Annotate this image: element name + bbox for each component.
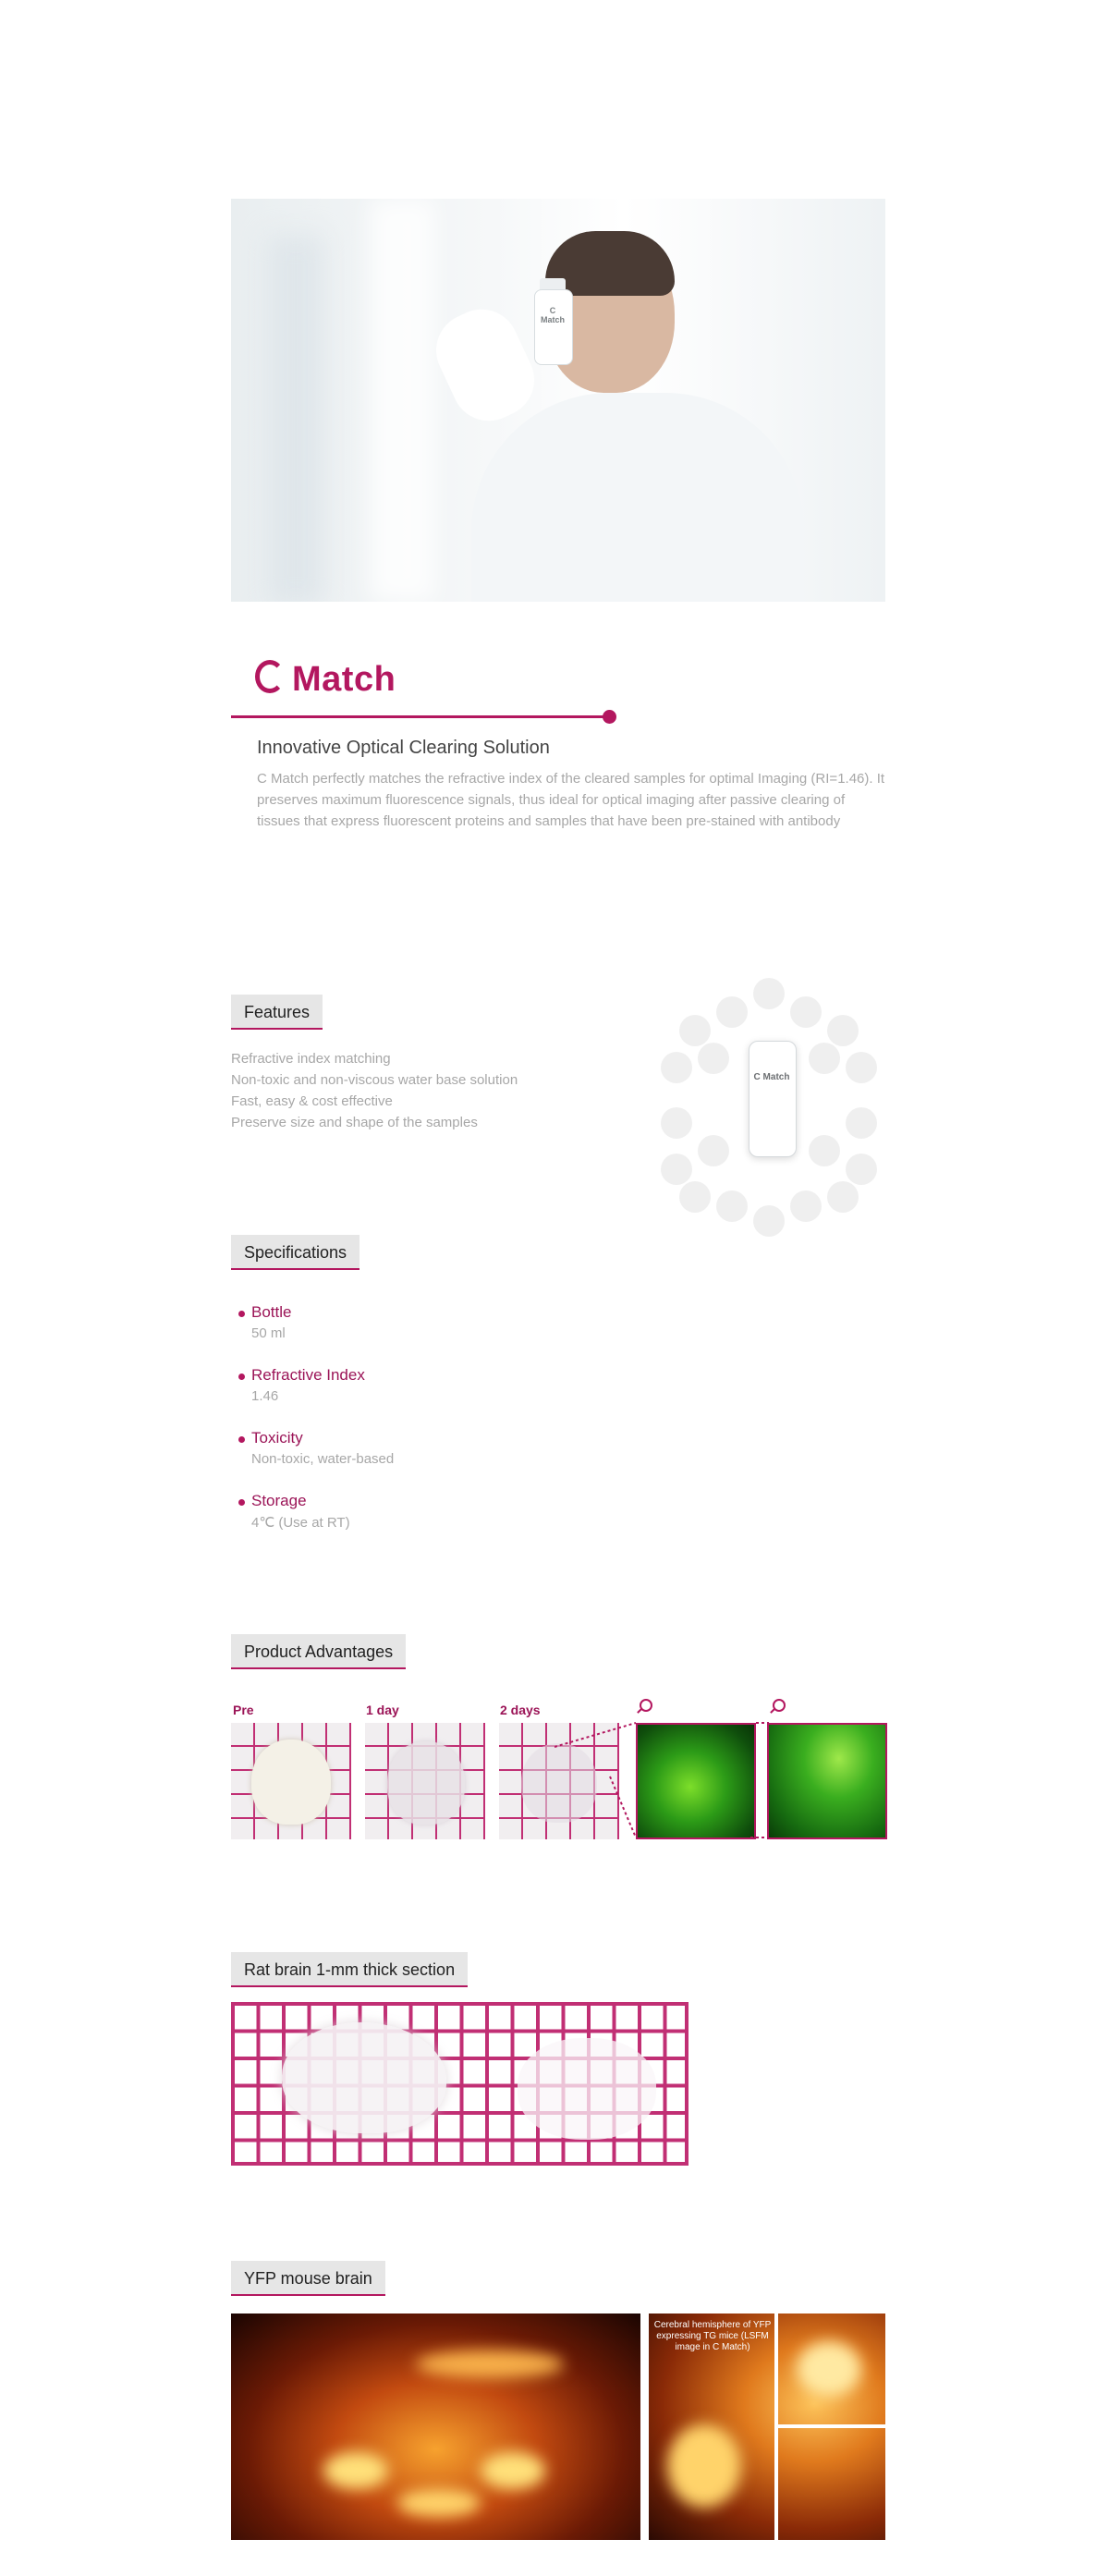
- spec-value-storage: 4℃ (Use at RT): [251, 1515, 350, 1531]
- hero-bottle-label: C Match: [540, 306, 565, 324]
- spec-title-refractive-index: Refractive Index: [251, 1366, 365, 1384]
- fluorescence-zoom-image-2: [767, 1723, 887, 1839]
- zoom-connector-lines: [554, 1721, 776, 1841]
- spec-title-toxicity: Toxicity: [251, 1429, 303, 1447]
- feature-item: Preserve size and shape of the samples: [231, 1115, 478, 1130]
- feature-bottle-image: [749, 1041, 797, 1157]
- product-description: C Match perfectly matches the refractive index of the cleared samples for optimal Imaging (RI=1.46). It preserves maximum fluorescence signals, thus ideal for optical imaging after passive clearing of tissues that express fluorescent proteins and samples that have been pre-stained with antibody: [257, 771, 885, 829]
- magnifier-icon: [773, 1699, 786, 1712]
- logo-underline-dot: [603, 710, 616, 724]
- yfp-image-caption: Cerebral hemisphere of YFP expressing TG mice (LSFM image in C Match): [653, 2320, 772, 2352]
- rat-brain-heading: Rat brain 1-mm thick section: [231, 1952, 468, 1987]
- advantage-label-1-day: 1 day: [366, 1703, 399, 1717]
- spec-value-bottle: 50 ml: [251, 1325, 286, 1341]
- yfp-heading: YFP mouse brain: [231, 2261, 385, 2296]
- features-heading: Features: [231, 995, 323, 1030]
- advantages-heading: Product Advantages: [231, 1634, 406, 1669]
- product-tagline: Innovative Optical Clearing Solution: [257, 738, 550, 758]
- feature-item: Refractive index matching: [231, 1051, 391, 1067]
- rat-brain-slice-cleared: [518, 2038, 656, 2140]
- c-logo-icon: [255, 660, 285, 693]
- logo-text: Match: [292, 660, 396, 699]
- spec-value-toxicity: Non-toxic, water-based: [251, 1451, 395, 1467]
- features-list: [231, 1048, 518, 1133]
- brain-1-day-image: [365, 1723, 485, 1839]
- magnifier-icon: [640, 1699, 652, 1712]
- feature-bottle-label: C Match: [753, 1072, 790, 1082]
- product-logo: [255, 660, 396, 700]
- advantage-label-2-days: 2 days: [500, 1703, 541, 1717]
- specifications-heading: Specifications: [231, 1235, 360, 1270]
- logo-underline: [231, 715, 610, 718]
- brain-pre-image: [231, 1723, 351, 1839]
- spec-value-refractive-index: 1.46: [251, 1388, 279, 1404]
- spec-bullet: [238, 1436, 245, 1443]
- spec-bullet: [238, 1499, 245, 1506]
- hero-image: [231, 199, 885, 602]
- spec-bullet: [238, 1373, 245, 1380]
- spec-title-bottle: Bottle: [251, 1303, 292, 1321]
- advantage-label-pre: Pre: [233, 1703, 254, 1717]
- rat-brain-slice-before: [282, 2022, 446, 2133]
- yfp-brain-image: [231, 2314, 640, 2540]
- spec-bullet: [238, 1311, 245, 1317]
- feature-item: Fast, easy & cost effective: [231, 1093, 393, 1109]
- feature-item: Non-toxic and non-viscous water base solution: [231, 1072, 518, 1088]
- spec-title-storage: Storage: [251, 1492, 307, 1509]
